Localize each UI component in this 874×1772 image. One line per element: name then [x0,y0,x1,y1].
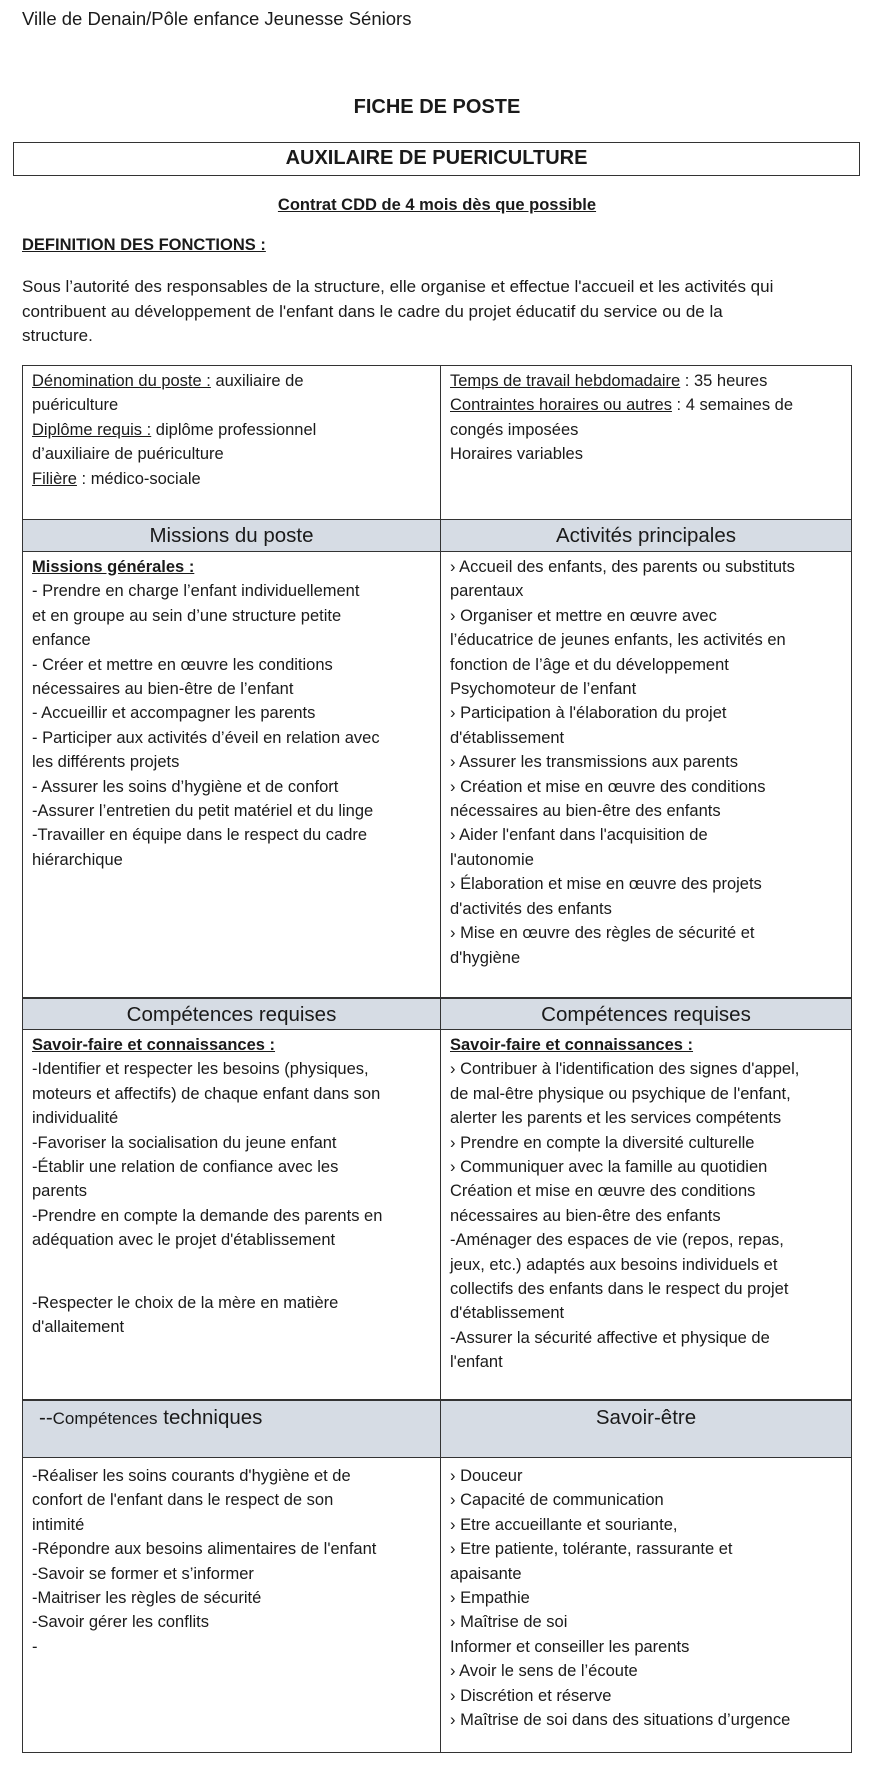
mission-item: - Participer aux activités d’éveil en relation avec [32,728,380,747]
technique-item: -Maitriser les règles de sécurité [32,1589,262,1608]
technique-item: -Savoir gérer les conflits [32,1613,209,1632]
savoir-etre-item: › Discrétion et réserve [450,1686,612,1705]
definition-line: contribuent au développement de l'enfant dans le cadre du projet éducatif du service ou de la [22,301,723,321]
competence-item: › Contribuer à l'identification des signes d'appel, [450,1060,800,1079]
competence-item: -Aménager des espaces de vie (repos, repas, [450,1231,784,1250]
competences-right-list [441,1030,851,1399]
denomination-value: auxiliaire de [210,372,304,390]
technique-item: -Répondre aux besoins alimentaires de l'enfant [32,1540,377,1559]
savoir-etre-item: › Etre patiente, tolérante, rassurante et [450,1540,733,1559]
savoir-etre-list [441,1458,851,1752]
mission-item: et en groupe au sein d’une structure petite [32,606,342,625]
competence-item: -Prendre en compte la demande des parents en [32,1206,383,1225]
competence-item: -Respecter le choix de la mère en matière [32,1293,339,1312]
activities-list [441,552,851,997]
technique-item: -Savoir se former et s’informer [32,1564,254,1583]
document-title: FICHE DE POSTE [353,96,521,118]
activity-item: d'hygiène [450,948,521,967]
mission-item: -Assurer l’entretien du petit matériel et du linge [32,802,374,821]
diplome-value: diplôme professionnel [151,420,317,439]
savoir-etre-header: Savoir-être [595,1406,697,1429]
savoir-etre-item: apaisante [450,1564,522,1583]
activity-item: › Organiser et mettre en œuvre avec [450,606,717,625]
spacer [32,1253,434,1291]
activity-item: › Élaboration et mise en œuvre des projets [450,875,762,894]
mission-item: - Créer et mettre en œuvre les conditions [32,655,333,674]
savoir-etre-item: › Empathie [450,1589,530,1608]
denomination-label: Dénomination du poste : [32,372,211,390]
mission-item: - Assurer les soins d’hygiène et de confort [32,777,339,796]
job-info-right [441,366,851,519]
competences-left-header: Compétences requises [23,999,441,1029]
denomination-value-cont: puériculture [32,396,119,415]
mission-item: enfance [32,631,91,650]
job-info-table [22,365,852,520]
activity-item: › Accueil des enfants, des parents ou substituts [450,558,795,576]
horaires: Horaires variables [450,445,583,464]
savoir-etre-item: › Douceur [450,1467,523,1485]
technique-header-small: Compétences [52,1409,158,1428]
activity-item: l’éducatrice de jeunes enfants, les activités en [450,631,786,650]
diplome-value-cont: d’auxiliaire de puériculture [32,445,224,464]
definition-text [22,275,812,349]
competence-item: d'établissement [450,1304,565,1323]
diplome-label: Diplôme requis : [32,420,152,439]
competence-item: collectifs des enfants dans le respect du projet [450,1280,789,1299]
competence-item: -Assurer la sécurité affective et physique de [450,1328,770,1347]
missions-list [23,552,441,997]
competences-table [22,1030,852,1400]
activity-item: › Aider l'enfant dans l'acquisition de [450,826,708,845]
contraintes-value: : 4 semaines de [671,396,794,415]
filiere-label: Filière [32,469,77,488]
competence-item: › Prendre en compte la diversité culturelle [450,1133,755,1152]
savoir-etre-item: › Etre accueillante et souriante, [450,1515,678,1534]
activity-item: parentaux [450,582,524,601]
mission-item: nécessaires au bien-être de l’enfant [32,680,294,699]
competence-item: -Identifier et respecter les besoins (physiques, [32,1060,369,1079]
activity-item: d'établissement [450,728,565,747]
activity-item: l'autonomie [450,850,534,869]
organization-name: Ville de Denain/Pôle enfance Jeunesse Séniors [22,8,412,29]
mission-item: hiérarchique [32,850,123,869]
technique-list [23,1458,441,1752]
competence-item: › Communiquer avec la famille au quotidien [450,1158,768,1177]
competence-item: -Favoriser la socialisation du jeune enfant [32,1133,337,1152]
contraintes-label: Contraintes horaires ou autres [450,396,672,415]
competence-item: adéquation avec le projet d'établissement [32,1231,336,1250]
savoir-etre-item: Informer et conseiller les parents [450,1637,690,1656]
competence-item: nécessaires au bien-être des enfants [450,1206,721,1225]
competence-item: individualité [32,1109,119,1128]
mission-item: -Travailler en équipe dans le respect du cadre [32,826,368,845]
activity-item: fonction de l’âge et du développement [450,655,729,674]
technique-header-row [22,1400,852,1458]
technique-item: confort de l'enfant dans le respect de son [32,1491,334,1510]
savoir-etre-item: › Maîtrise de soi dans des situations d’urgence [450,1711,791,1730]
mission-item: - Prendre en charge l’enfant individuellement [32,582,360,601]
contract-type: Contrat CDD de 4 mois dès que possible [277,196,597,214]
temps-label: Temps de travail hebdomadaire [450,372,681,390]
job-title-box: AUXILAIRE DE PUERICULTURE [13,142,860,176]
mission-item: - Accueillir et accompagner les parents [32,704,316,723]
competence-item: d'allaitement [32,1318,125,1337]
contraintes-value-cont: congés imposées [450,420,579,439]
job-info-left [23,366,441,519]
competence-item: -Établir une relation de confiance avec les [32,1158,339,1177]
technique-header-rest: techniques [157,1406,263,1429]
competence-item: l'enfant [450,1353,503,1372]
competence-item: alerter les parents et les services compétents [450,1109,782,1128]
competences-right-header: Compétences requises [541,1003,751,1026]
activity-item: d'activités des enfants [450,899,612,918]
competences-left-list [23,1030,441,1399]
technique-item: intimité [32,1515,85,1534]
missions-header: Missions du poste [23,520,441,551]
technique-item: -Réaliser les soins courants d'hygiène et de [32,1467,351,1485]
competences-header-row [22,998,852,1030]
savoir-etre-item: › Maîtrise de soi [450,1613,568,1632]
technique-header-prefix: -- [39,1406,53,1429]
definition-heading: DEFINITION DES FONCTIONS : [22,236,266,254]
savoir-faire-title-right: Savoir-faire et connaissances : [450,1036,694,1054]
activity-item: nécessaires au bien-être des enfants [450,802,721,821]
competence-item: parents [32,1182,88,1201]
filiere-value: : médico-sociale [76,469,201,488]
activity-item: › Mise en œuvre des règles de sécurité et [450,924,755,943]
activity-item: › Participation à l'élaboration du projet [450,704,727,723]
competence-item: de mal-être physique ou psychique de l'enfant, [450,1084,791,1103]
missions-table [22,552,852,998]
technique-table [22,1458,852,1753]
mission-item: les différents projets [32,753,180,772]
temps-value: : 35 heures [680,372,768,390]
missions-title: Missions générales : [32,558,195,576]
competence-item: moteurs et affectifs) de chaque enfant dans son [32,1084,381,1103]
competence-item: Création et mise en œuvre des conditions [450,1182,756,1201]
activity-item: Psychomoteur de l’enfant [450,680,637,699]
activity-item: › Assurer les transmissions aux parents [450,753,738,772]
savoir-faire-title-left: Savoir-faire et connaissances : [32,1036,276,1054]
missions-header-row [22,520,852,552]
savoir-etre-item: › Avoir le sens de l’écoute [450,1662,638,1681]
technique-header [23,1401,441,1457]
definition-line: structure. [22,326,93,346]
definition-line: Sous l’autorité des responsables de la structure, elle organise et effectue l'accueil et les activités qui [22,277,774,296]
technique-item: - [32,1637,38,1656]
competence-item: jeux, etc.) adaptés aux besoins individuels et [450,1255,778,1274]
activities-header: Activités principales [555,524,736,547]
savoir-etre-item: › Capacité de communication [450,1491,664,1510]
activity-item: › Création et mise en œuvre des conditions [450,777,766,796]
